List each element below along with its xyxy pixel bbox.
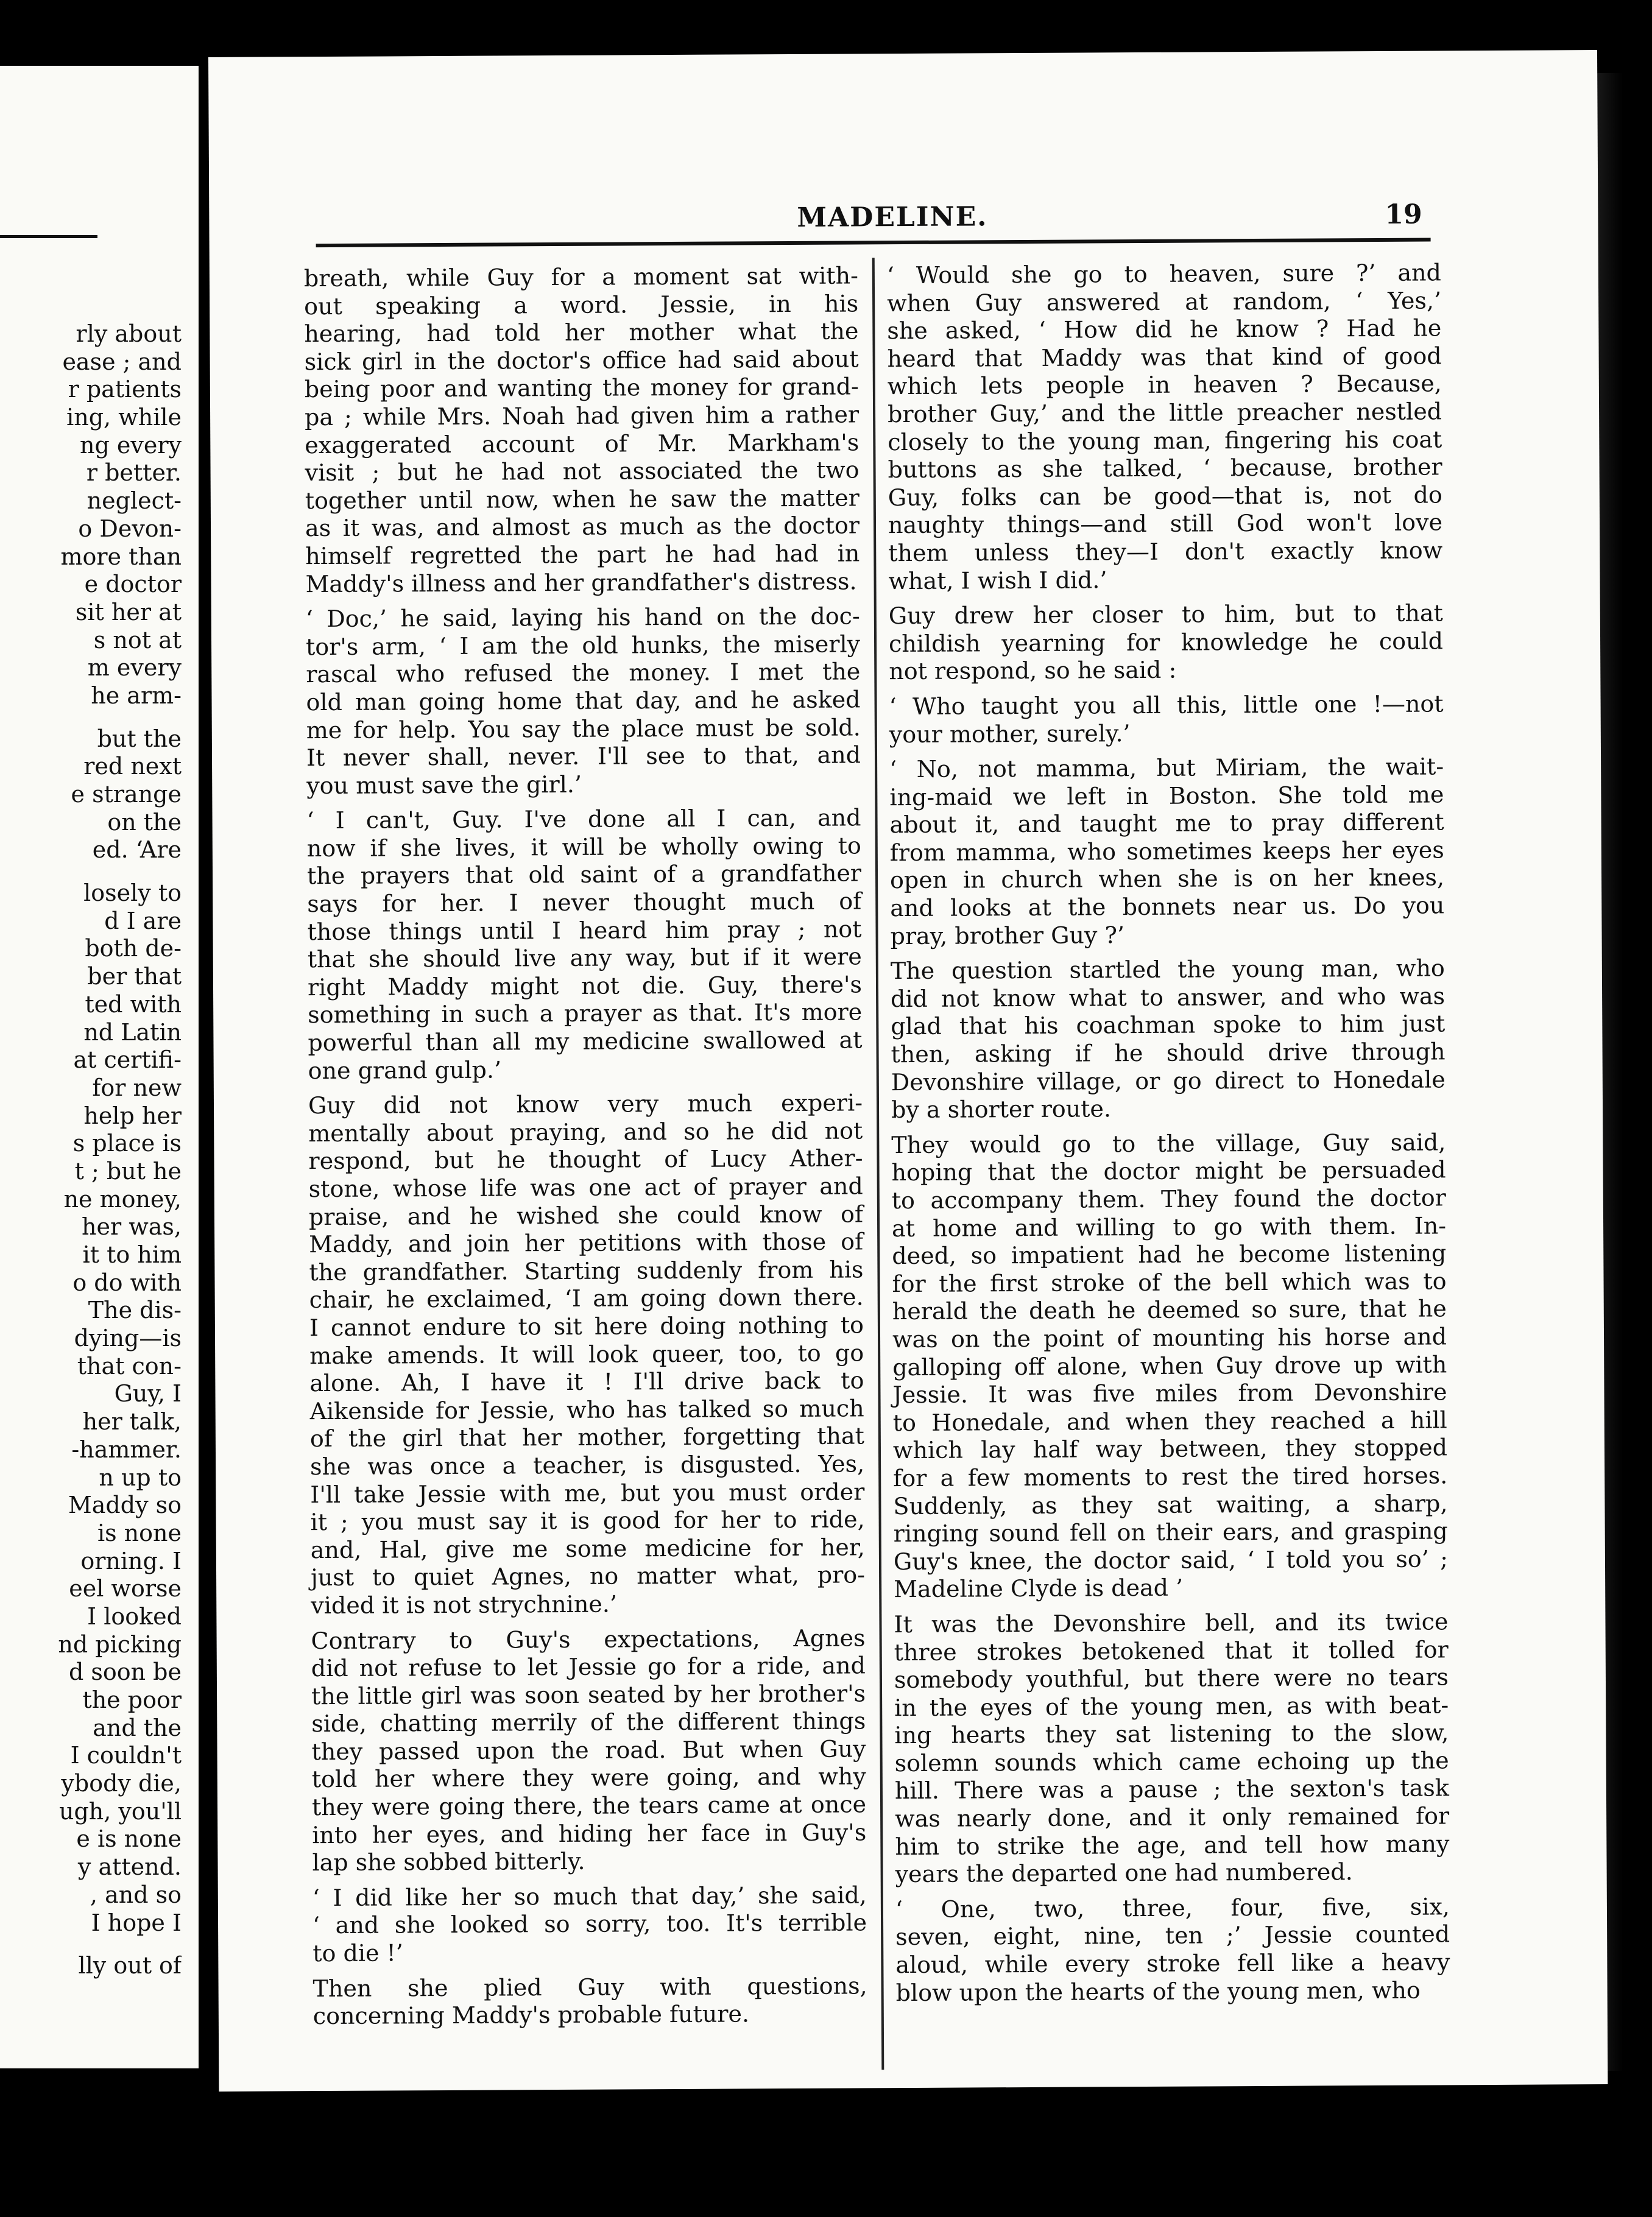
text-line: she asked, ‘ How did he know ? Had he bbox=[887, 314, 1442, 345]
text-line: your mother, surely.’ bbox=[889, 719, 1131, 748]
left-page-line: r patients bbox=[68, 376, 182, 403]
text-line: when Guy answered at random, ‘ Yes,’ bbox=[887, 287, 1442, 317]
left-page-line: s place is bbox=[72, 1130, 182, 1157]
left-page-line: -hammer. bbox=[71, 1436, 182, 1463]
text-line: Maddy's illness and her grandfather's distress. bbox=[305, 567, 857, 597]
left-page-line: ed. ‘Are bbox=[92, 836, 182, 864]
paragraph bbox=[304, 262, 860, 598]
text-line: you must save the girl.’ bbox=[306, 770, 582, 799]
left-page-line: that con- bbox=[77, 1352, 182, 1380]
left-page-line: ease ; and bbox=[62, 348, 182, 375]
text-line: out speaking a word. Jessie, in his bbox=[304, 290, 859, 320]
left-page-line bbox=[0, 710, 182, 725]
text-line: They would go to the village, Guy said, bbox=[891, 1129, 1446, 1158]
paragraph bbox=[312, 1972, 867, 2031]
text-line: they passed upon the road. But when Guy bbox=[311, 1735, 866, 1766]
text-line: alone. Ah, I have it ! I'll drive back to bbox=[309, 1367, 864, 1397]
text-line: Guy's knee, the doctor said, ‘ I told you so’ ; bbox=[893, 1545, 1449, 1575]
text-line: Guy did not know very much experi- bbox=[308, 1089, 863, 1119]
paragraph bbox=[311, 1624, 866, 1877]
left-page-text-fragments bbox=[0, 320, 182, 1980]
text-line: ‘ and she looked so sorry, too. It's terrible bbox=[312, 1909, 867, 1939]
left-page-line: e doctor bbox=[84, 571, 182, 598]
left-page-line: ugh, you'll bbox=[58, 1797, 182, 1825]
left-page-line: nd picking bbox=[58, 1630, 182, 1658]
header-rule bbox=[316, 238, 1431, 247]
text-line: mentally about praying, and so he did not bbox=[308, 1117, 863, 1147]
text-line: ‘ I can't, Guy. I've done all I can, and bbox=[306, 804, 861, 834]
text-line: ‘ Who taught you all this, little one !—not bbox=[889, 690, 1444, 721]
left-page-line: on the bbox=[107, 808, 182, 836]
text-line: him to strike the age, and tell how many bbox=[895, 1830, 1450, 1860]
text-line: It never shall, never. I'll see to that, and bbox=[306, 741, 861, 772]
text-line: make amends. It will look queer, too, to go bbox=[309, 1339, 864, 1369]
left-page-line: the poor bbox=[82, 1687, 182, 1713]
left-page-line: orning. I bbox=[80, 1547, 182, 1574]
text-line: Devonshire village, or go direct to Honedale bbox=[891, 1066, 1446, 1096]
left-page-line: o do with bbox=[72, 1269, 182, 1296]
text-line: exaggerated account of Mr. Markham's bbox=[305, 428, 860, 459]
text-line: something in such a prayer as that. It's more bbox=[308, 998, 863, 1029]
left-page-line: ng every bbox=[80, 431, 182, 459]
text-line: Guy, folks can be good—that is, not do bbox=[888, 481, 1442, 511]
left-page-line: her was, bbox=[82, 1213, 182, 1241]
text-line: to Honedale, and when they reached a hill bbox=[892, 1406, 1447, 1436]
text-line: which lets people in heaven ? Because, bbox=[887, 370, 1442, 400]
right-page bbox=[208, 50, 1608, 2092]
left-page-line: ted with bbox=[85, 990, 182, 1018]
text-line: Jessie. It was five miles from Devonshire bbox=[892, 1378, 1447, 1409]
text-line: the little girl was soon seated by her brother's bbox=[311, 1680, 866, 1710]
paragraph bbox=[891, 955, 1446, 1124]
left-page-line: dying—is bbox=[74, 1325, 182, 1352]
text-line: tor's arm, ‘ I am the old hunks, the miserly bbox=[305, 630, 861, 660]
text-line: stone, whose life was one act of prayer and bbox=[308, 1172, 863, 1203]
left-page-line: o Devon- bbox=[78, 515, 182, 542]
text-line: one grand gulp.’ bbox=[308, 1056, 502, 1084]
left-page-line: d soon be bbox=[68, 1658, 182, 1686]
text-line: glad that his coachman spoke to him just bbox=[891, 1010, 1446, 1040]
text-line: about it, and taught me to pray different bbox=[889, 808, 1444, 839]
text-line: which lay half way between, they stopped bbox=[892, 1434, 1448, 1464]
left-page-line: ber that bbox=[87, 963, 182, 990]
text-line: buttons as she talked, ‘ because, brother bbox=[888, 453, 1442, 484]
text-line: being poor and wanting the money for grand- bbox=[304, 373, 859, 403]
left-page-line: t ; but he bbox=[74, 1157, 182, 1185]
text-line: brother Guy,’ and the little preacher nestled bbox=[887, 398, 1442, 428]
text-line: ing-maid we left in Boston. She told me bbox=[889, 781, 1444, 811]
text-line: for a few moments to rest the tired horses. bbox=[893, 1462, 1448, 1492]
paragraph bbox=[312, 1881, 867, 1968]
text-line: heard that Maddy was that kind of good bbox=[887, 342, 1442, 372]
text-line: then, asking if he should drive through bbox=[891, 1038, 1446, 1068]
left-page-line: ybody die, bbox=[61, 1770, 182, 1797]
text-line: side, chatting merrily of the different things bbox=[311, 1707, 866, 1738]
text-line: rascal who refused the money. I met the bbox=[306, 658, 861, 688]
page-number: 19 bbox=[1385, 199, 1422, 230]
text-line: respond, but he thought of Lucy Ather- bbox=[308, 1144, 863, 1175]
left-page-edge bbox=[0, 66, 199, 2068]
text-line: hill. There was a pause ; the sexton's task bbox=[894, 1774, 1450, 1805]
text-line: not respond, so he said : bbox=[889, 657, 1177, 685]
text-line: at home and willing to go with them. In- bbox=[891, 1211, 1447, 1242]
text-line: ringing sound fell on their ears, and grasping bbox=[893, 1517, 1448, 1548]
text-line: them unless they—I don't exactly know bbox=[888, 537, 1443, 567]
text-line: she was once a teacher, is disgusted. Yes, bbox=[310, 1450, 865, 1481]
text-line: Maddy, and join her petitions with those of bbox=[309, 1228, 864, 1258]
text-line: ‘ I did like her so much that day,’ she said, bbox=[312, 1881, 867, 1911]
paragraph bbox=[889, 753, 1445, 950]
running-title: MADELINE. bbox=[797, 201, 988, 233]
left-page-line: nd Latin bbox=[83, 1018, 182, 1046]
left-page-line: d I are bbox=[104, 907, 182, 934]
paragraph bbox=[308, 1090, 866, 1620]
paragraph bbox=[887, 259, 1443, 595]
text-line: I cannot endure to sit here doing nothing to bbox=[309, 1311, 864, 1342]
text-line: seven, eight, nine, ten ;’ Jessie counted bbox=[895, 1920, 1450, 1951]
text-line: did not refuse to let Jessie go for a ride, and bbox=[311, 1652, 866, 1682]
text-line: blow upon the hearts of the young men, who bbox=[895, 1976, 1421, 2006]
text-line: concerning Maddy's probable future. bbox=[312, 2000, 750, 2030]
text-line: solemn sounds which came echoing up the bbox=[894, 1747, 1449, 1777]
text-line: together until now, when he saw the matter bbox=[305, 484, 860, 514]
text-line: open in church when she is on her knees, bbox=[889, 864, 1445, 894]
left-page-line: more than bbox=[60, 543, 182, 570]
text-line: old man going home that day, and he asked bbox=[306, 686, 861, 716]
text-line: visit ; but he had not associated the two bbox=[305, 456, 860, 487]
text-line: sick girl in the doctor's office had said about bbox=[304, 345, 859, 375]
text-line: into her eyes, and hiding her face in Guy's bbox=[312, 1819, 867, 1849]
left-page-line bbox=[0, 864, 182, 879]
text-line: me for help. You say the place must be sold. bbox=[306, 713, 861, 744]
left-page-line: he arm- bbox=[91, 682, 182, 709]
text-line: told her where they were going, and why bbox=[311, 1763, 866, 1793]
left-page-line: , and so bbox=[90, 1881, 182, 1908]
left-page-line: rly about bbox=[76, 320, 182, 347]
text-line: in the eyes of the young men, as with beat- bbox=[894, 1691, 1449, 1721]
text-line: naughty things—and still God won't love bbox=[888, 509, 1443, 539]
left-page-line: m every bbox=[87, 654, 182, 682]
left-page-line: I looked bbox=[87, 1602, 182, 1630]
left-page-line: and the bbox=[93, 1714, 182, 1741]
paragraph bbox=[895, 1893, 1450, 2007]
text-line: Then she plied Guy with questions, bbox=[312, 1972, 867, 2002]
left-page-line: The dis- bbox=[88, 1297, 182, 1324]
text-line: by a shorter route. bbox=[891, 1095, 1112, 1124]
text-line: as it was, and almost as much as the doctor bbox=[305, 512, 860, 542]
text-line: three strokes betokened that it tolled for bbox=[894, 1635, 1449, 1666]
text-line: aloud, while every stroke fell like a heavy bbox=[895, 1948, 1450, 1979]
left-page-line: s not at bbox=[93, 626, 182, 654]
text-line: himself regretted the part he had had in bbox=[305, 540, 860, 570]
left-page-line: ing, while bbox=[66, 404, 182, 431]
left-page-line: Guy, I bbox=[114, 1380, 182, 1408]
paragraph bbox=[894, 1608, 1449, 1889]
text-line: Suddenly, as they sat waiting, a sharp, bbox=[893, 1489, 1448, 1520]
text-line: and looks at the bonnets near us. Do you bbox=[890, 892, 1445, 922]
text-line: ‘ Doc,’ he said, laying his hand on the doc- bbox=[305, 602, 860, 633]
text-line: somebody youthful, but there were no tears bbox=[894, 1663, 1449, 1694]
text-line: hearing, had told her mother what the bbox=[304, 317, 859, 348]
text-line: says for her. I never thought much of bbox=[307, 887, 862, 918]
text-line: Madeline Clyde is dead ’ bbox=[894, 1574, 1184, 1603]
text-line: those things until I heard him pray ; not bbox=[307, 915, 862, 945]
text-line: for the first stroke of the bell which was to bbox=[892, 1267, 1447, 1297]
text-column-left bbox=[304, 262, 867, 2031]
text-line: pa ; while Mrs. Noah had given him a rather bbox=[304, 401, 860, 431]
text-line: of the girl that her mother, forgetting that bbox=[309, 1422, 864, 1453]
text-line: deed, so impatient had he become listening bbox=[892, 1239, 1447, 1270]
text-line: chair, he exclaimed, ‘I am going down there. bbox=[309, 1283, 864, 1314]
paragraph bbox=[889, 690, 1443, 749]
text-line: hoping that the doctor might be persuaded bbox=[891, 1156, 1446, 1186]
text-line: I'll take Jessie with me, but you must order bbox=[310, 1478, 865, 1508]
text-line: Guy drew her closer to him, but to that bbox=[888, 599, 1443, 630]
paragraph bbox=[306, 603, 861, 800]
column-divider bbox=[872, 258, 884, 2070]
text-line: vided it is not strychnine.’ bbox=[311, 1590, 618, 1620]
text-line: ing hearts they sat listening to the slow, bbox=[894, 1719, 1449, 1749]
left-page-line: is none bbox=[97, 1519, 182, 1546]
left-page-line: e is none bbox=[76, 1825, 182, 1853]
paragraph bbox=[889, 600, 1444, 686]
text-line: praise, and he wished she could know of bbox=[308, 1200, 864, 1230]
text-column-right bbox=[887, 259, 1450, 2007]
text-line: It was the Devonshire bell, and its twice bbox=[894, 1608, 1449, 1638]
left-page-line: I couldn't bbox=[70, 1742, 182, 1769]
text-line: Aikenside for Jessie, who has talked so much bbox=[309, 1395, 864, 1425]
text-line: powerful than all my medicine swallowed at bbox=[308, 1026, 863, 1057]
text-line: galloping off alone, when Guy drove up with bbox=[892, 1350, 1447, 1381]
left-page-line: neglect- bbox=[86, 487, 182, 515]
left-page-line: y attend. bbox=[77, 1853, 182, 1881]
left-page-line: at certifi- bbox=[73, 1046, 182, 1074]
left-page-line: I hope I bbox=[91, 1909, 182, 1936]
running-header bbox=[209, 198, 1598, 264]
text-line: the grandfather. Starting suddenly from his bbox=[309, 1256, 864, 1286]
text-line: pray, brother Guy ?’ bbox=[890, 921, 1125, 950]
paragraph bbox=[306, 805, 862, 1085]
left-page-line: n up to bbox=[99, 1464, 182, 1491]
text-line: now if she lives, it will be wholly owing to bbox=[306, 832, 861, 862]
text-line: The question startled the young man, who bbox=[890, 954, 1445, 985]
text-line: just to quiet Agnes, no matter what, pro- bbox=[310, 1561, 866, 1591]
text-line: the prayers that old saint of a grandfather bbox=[306, 859, 862, 890]
left-page-line: losely to bbox=[83, 879, 182, 907]
text-line: to die !’ bbox=[312, 1939, 404, 1967]
left-page-line: sit her at bbox=[75, 598, 182, 626]
left-page-line bbox=[0, 1937, 182, 1952]
left-page-line: ne money, bbox=[63, 1185, 182, 1213]
text-line: what, I wish I did.’ bbox=[888, 566, 1107, 594]
text-line: childish yearning for knowledge he could bbox=[888, 627, 1444, 657]
text-line: they were going there, the tears came at once bbox=[311, 1791, 867, 1821]
text-line: did not know what to answer, and who was bbox=[890, 982, 1446, 1012]
left-page-line: for new bbox=[92, 1074, 182, 1101]
left-page-header-rule bbox=[0, 235, 97, 238]
text-line: it ; you must say it is good for her to ride, bbox=[310, 1506, 865, 1536]
left-page-line: r better. bbox=[86, 459, 182, 487]
text-line: from mamma, who sometimes keeps her eyes bbox=[889, 836, 1444, 867]
left-page-line: it to him bbox=[82, 1241, 182, 1268]
text-line: years the departed one had numbered. bbox=[895, 1858, 1353, 1888]
text-line: closely to the young man, fingering his coat bbox=[888, 425, 1442, 456]
text-line: ‘ One, two, three, four, five, six, bbox=[895, 1893, 1450, 1923]
text-line: right Maddy might not die. Guy, there's bbox=[307, 971, 863, 1001]
left-page-line: help her bbox=[83, 1102, 182, 1129]
text-line: and, Hal, give me some medicine for her, bbox=[310, 1534, 865, 1563]
text-line: was on the point of mounting his horse and bbox=[892, 1323, 1447, 1353]
left-page-line: her talk, bbox=[82, 1408, 182, 1436]
left-page-line: but the bbox=[97, 725, 182, 752]
left-page-line: lly out of bbox=[78, 1952, 182, 1979]
text-line: ‘ No, not mamma, but Miriam, the wait- bbox=[889, 753, 1444, 783]
left-page-line: eel worse bbox=[69, 1575, 182, 1602]
text-line: Contrary to Guy's expectations, Agnes bbox=[311, 1624, 866, 1654]
left-page-line: red next bbox=[83, 753, 182, 780]
paragraph bbox=[891, 1129, 1448, 1604]
text-line: to accompany them. They found the doctor bbox=[891, 1184, 1446, 1214]
text-line: breath, while Guy for a moment sat with- bbox=[303, 262, 859, 292]
left-page-line: Maddy so bbox=[68, 1492, 182, 1519]
text-line: that she should live any way, but if it were bbox=[307, 943, 862, 973]
text-line: lap she sobbed bitterly. bbox=[312, 1848, 585, 1877]
text-line: ‘ Would she go to heaven, sure ?’ and bbox=[886, 259, 1441, 289]
text-line: was nearly done, and it only remained for bbox=[895, 1802, 1450, 1833]
text-line: herald the death he deemed so sure, that he bbox=[892, 1295, 1447, 1325]
left-page-line: e strange bbox=[71, 781, 182, 808]
left-page-line: both de- bbox=[85, 935, 182, 962]
